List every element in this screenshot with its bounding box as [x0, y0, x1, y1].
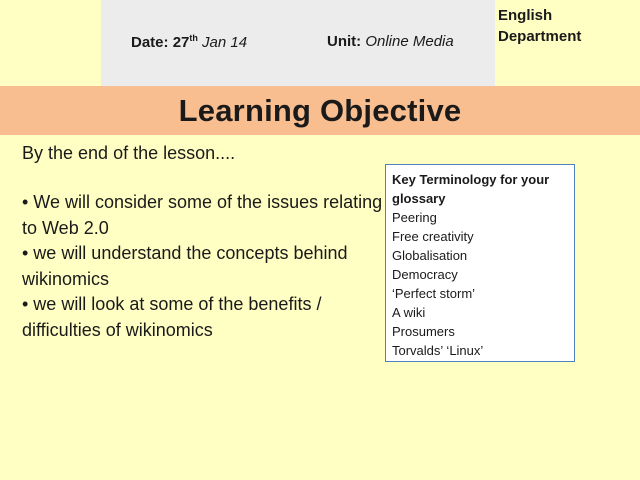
glossary-box — [385, 164, 575, 362]
date-label: Date: — [131, 34, 169, 51]
glossary-term: Free creativity — [392, 229, 474, 244]
objective-list — [22, 190, 387, 343]
objective-item: • we will understand the concepts behind wikinomics — [22, 243, 348, 289]
objective-item: • We will consider some of the issues relating to Web 2.0 — [22, 192, 383, 238]
glossary-term: Torvalds’ ‘Linux’ — [392, 343, 484, 358]
department-line2: Department — [498, 28, 582, 45]
objective-item: • we will look at some of the benefits / difficulties of wikinomics — [22, 294, 322, 340]
department-label — [498, 5, 638, 47]
unit-label: Unit: — [327, 33, 362, 50]
glossary-term: Peering — [392, 210, 437, 225]
title-bar — [0, 86, 640, 135]
date-line — [131, 33, 247, 51]
glossary-term: Democracy — [392, 267, 458, 282]
department-line1: English — [498, 7, 553, 24]
glossary-term: Prosumers — [392, 324, 455, 339]
glossary-term: A wiki — [392, 305, 426, 320]
date-suffix: th — [189, 33, 198, 43]
unit-value: Online Media — [365, 33, 454, 50]
date-day: 27 — [172, 34, 190, 51]
unit-line — [327, 33, 454, 50]
page-title: Learning Objective — [178, 92, 462, 128]
glossary-term: Globalisation — [392, 248, 468, 263]
date-rest: Jan 14 — [202, 34, 248, 51]
intro-text: By the end of the lesson.... — [22, 143, 236, 163]
glossary-heading: Key Terminology for your glossary — [392, 172, 550, 206]
glossary-term: ‘Perfect storm’ — [392, 286, 476, 301]
